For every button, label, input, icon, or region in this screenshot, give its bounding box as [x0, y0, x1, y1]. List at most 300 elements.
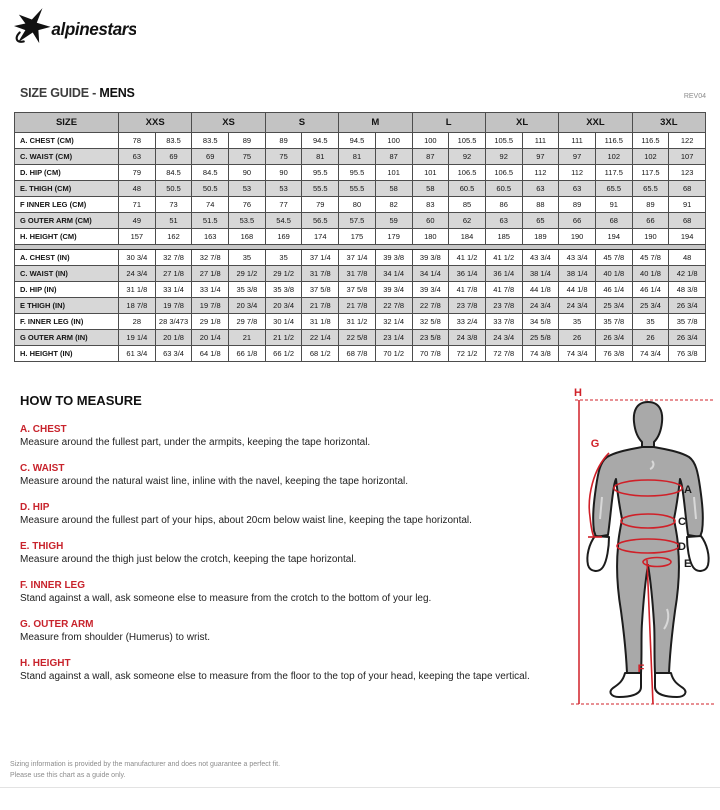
size-value: 26	[559, 330, 596, 346]
size-value: 22 7/8	[375, 298, 412, 314]
size-value: 90	[265, 165, 302, 181]
size-value: 32 7/8	[192, 250, 229, 266]
column-header-xxs: XXS	[119, 113, 192, 133]
size-value: 70 7/8	[412, 346, 449, 362]
size-value: 39 3/4	[412, 282, 449, 298]
size-value: 18 7/8	[119, 298, 156, 314]
size-value: 39 3/8	[412, 250, 449, 266]
measure-item-height	[20, 658, 560, 683]
title-row	[20, 86, 706, 100]
size-value: 25 5/8	[522, 330, 559, 346]
size-value: 66	[632, 213, 669, 229]
size-value: 84.5	[155, 165, 192, 181]
size-value: 175	[339, 229, 376, 245]
table-row-cm	[15, 197, 706, 213]
body-silhouette-diagram	[555, 385, 720, 715]
thigh-label: E	[684, 558, 692, 570]
size-value: 29 7/8	[229, 314, 266, 330]
size-value: 89	[632, 197, 669, 213]
size-value: 63	[559, 181, 596, 197]
size-value: 46 1/4	[632, 282, 669, 298]
size-value: 72 1/2	[449, 346, 486, 362]
row-label: E. THIGH (CM)	[15, 181, 119, 197]
size-value: 27 1/8	[192, 266, 229, 282]
size-value: 40 1/8	[595, 266, 632, 282]
size-value: 35	[632, 314, 669, 330]
size-value: 85	[449, 197, 486, 213]
measure-text: Stand against a wall, ask someone else to measure from the crotch to the bottom of your leg.	[20, 593, 432, 604]
left-hand	[587, 536, 609, 571]
alpinestars-star-icon	[14, 8, 51, 43]
size-value: 39 3/4	[375, 282, 412, 298]
size-value: 33 1/4	[155, 282, 192, 298]
size-value: 111	[559, 133, 596, 149]
size-value: 94.5	[302, 133, 339, 149]
measure-item-waist	[20, 463, 560, 488]
measure-item-thigh	[20, 541, 560, 566]
row-label: F. INNER LEG (IN)	[15, 314, 119, 330]
row-label: D. HIP (CM)	[15, 165, 119, 181]
size-value: 26 3/4	[669, 298, 706, 314]
size-value: 31 1/8	[119, 282, 156, 298]
disclaimer-line-1: Sizing information is provided by the manufacturer and does not guarantee a perfect fit.	[10, 761, 281, 768]
size-value: 75	[229, 149, 266, 165]
height-label: H	[574, 387, 582, 399]
outer-arm-label: G	[590, 438, 600, 450]
size-value: 42 1/8	[669, 266, 706, 282]
measure-heading: E. THIGH	[20, 541, 64, 552]
size-value: 33 2/4	[449, 314, 486, 330]
size-value: 71	[119, 197, 156, 213]
size-value: 53	[229, 181, 266, 197]
size-value: 29 1/2	[265, 266, 302, 282]
column-header-xs: XS	[192, 113, 265, 133]
size-value: 74 3/4	[559, 346, 596, 362]
measure-item-inner-leg	[20, 580, 560, 605]
column-header-m: M	[339, 113, 412, 133]
size-value: 100	[375, 133, 412, 149]
column-header-3xl: 3XL	[632, 113, 705, 133]
size-value: 116.5	[595, 133, 632, 149]
size-value: 20 3/4	[229, 298, 266, 314]
size-value: 60.5	[449, 181, 486, 197]
size-value: 36 1/4	[449, 266, 486, 282]
table-row-in	[15, 346, 706, 362]
size-value: 112	[559, 165, 596, 181]
size-value: 101	[375, 165, 412, 181]
size-value: 43 3/4	[522, 250, 559, 266]
hip-label: D	[678, 541, 686, 553]
size-value: 45 7/8	[595, 250, 632, 266]
size-value: 91	[595, 197, 632, 213]
size-value: 60	[412, 213, 449, 229]
size-value: 26 3/4	[595, 330, 632, 346]
size-value: 35 3/8	[265, 282, 302, 298]
size-value: 58	[412, 181, 449, 197]
size-value: 74	[192, 197, 229, 213]
size-value: 33 7/8	[485, 314, 522, 330]
size-value: 82	[375, 197, 412, 213]
size-value: 77	[265, 197, 302, 213]
size-value: 29 1/2	[229, 266, 266, 282]
row-label: F INNER LEG (CM)	[15, 197, 119, 213]
size-value: 23 7/8	[485, 298, 522, 314]
size-value: 38 1/4	[522, 266, 559, 282]
table-row-in	[15, 298, 706, 314]
column-header-xxl: XXL	[559, 113, 632, 133]
size-value: 26 3/4	[669, 330, 706, 346]
size-value: 51	[155, 213, 192, 229]
measure-heading: A. CHEST	[20, 424, 67, 435]
size-value: 37 1/4	[339, 250, 376, 266]
size-value: 70 1/2	[375, 346, 412, 362]
size-value: 168	[229, 229, 266, 245]
alpinestars-logo-graphic	[14, 7, 136, 45]
size-value: 123	[669, 165, 706, 181]
inner-leg-label: F	[637, 663, 645, 675]
size-value: 23 1/4	[375, 330, 412, 346]
column-header-xl: XL	[485, 113, 558, 133]
size-value: 35	[559, 314, 596, 330]
measure-heading: F. INNER LEG	[20, 580, 86, 591]
size-value: 122	[669, 133, 706, 149]
size-value: 35 7/8	[595, 314, 632, 330]
size-value: 24 3/8	[449, 330, 486, 346]
how-to-measure-title: HOW TO MEASURE	[20, 393, 142, 408]
logo-text: alpinestars	[51, 19, 136, 39]
size-value: 73	[155, 197, 192, 213]
size-value: 185	[485, 229, 522, 245]
table-row-in	[15, 266, 706, 282]
row-label: H. HEIGHT (IN)	[15, 346, 119, 362]
table-row-in	[15, 330, 706, 346]
size-value: 190	[632, 229, 669, 245]
size-value: 37 1/4	[302, 250, 339, 266]
size-value: 83.5	[155, 133, 192, 149]
size-value: 23 5/8	[412, 330, 449, 346]
size-value: 55.5	[302, 181, 339, 197]
table-row-in	[15, 250, 706, 266]
table-row-cm	[15, 181, 706, 197]
size-value: 60.5	[485, 181, 522, 197]
size-value: 63	[119, 149, 156, 165]
size-value: 35	[229, 250, 266, 266]
size-value: 189	[522, 229, 559, 245]
measure-text: Measure around the thigh just below the crotch, keeping the tape horizontal.	[20, 554, 357, 565]
size-value: 24 3/4	[522, 298, 559, 314]
size-value: 37 5/8	[339, 282, 376, 298]
revision-label: REV04	[683, 93, 706, 100]
size-value: 40 1/8	[632, 266, 669, 282]
size-value: 29 1/8	[192, 314, 229, 330]
row-label: C. WAIST (IN)	[15, 266, 119, 282]
size-value: 90	[229, 165, 266, 181]
page-title	[20, 86, 135, 100]
measure-text: Measure around the fullest part, under the armpits, keeping the tape horizontal.	[20, 437, 371, 448]
size-value: 50.5	[155, 181, 192, 197]
size-value: 68	[669, 213, 706, 229]
size-value: 83.5	[192, 133, 229, 149]
size-value: 117.5	[632, 165, 669, 181]
table-row-cm	[15, 213, 706, 229]
size-value: 45 7/8	[632, 250, 669, 266]
size-value: 68 1/2	[302, 346, 339, 362]
size-value: 74 3/4	[632, 346, 669, 362]
size-value: 32 5/8	[412, 314, 449, 330]
size-chart-table	[14, 112, 706, 362]
size-value: 20 1/8	[155, 330, 192, 346]
page-title-gender: MENS	[99, 86, 135, 100]
measure-text: Measure from shoulder (Humerus) to wrist.	[20, 632, 211, 643]
size-value: 53	[265, 181, 302, 197]
size-value: 50.5	[192, 181, 229, 197]
size-value: 31 1/8	[302, 314, 339, 330]
size-value: 92	[449, 149, 486, 165]
measure-text: Stand against a wall, ask someone else to measure from the floor to the top of your head, keeping the tape vertical.	[20, 671, 530, 682]
size-value: 66	[559, 213, 596, 229]
size-value: 76 3/8	[595, 346, 632, 362]
column-header-s: S	[265, 113, 338, 133]
size-value: 86	[485, 197, 522, 213]
size-value: 111	[522, 133, 559, 149]
size-value: 102	[632, 149, 669, 165]
table-row-in	[15, 314, 706, 330]
size-value: 44 1/8	[522, 282, 559, 298]
size-value: 23 7/8	[449, 298, 486, 314]
row-label: A. CHEST (IN)	[15, 250, 119, 266]
disclaimer-line-2: Please use this chart as a guide only.	[10, 772, 126, 780]
measure-heading: H. HEIGHT	[20, 658, 71, 669]
column-header-l: L	[412, 113, 485, 133]
size-value: 88	[522, 197, 559, 213]
size-value: 31 7/8	[302, 266, 339, 282]
size-value: 25 3/4	[632, 298, 669, 314]
column-header-size: SIZE	[15, 113, 119, 133]
size-value: 24 3/4	[119, 266, 156, 282]
size-value: 41 1/2	[449, 250, 486, 266]
measure-text: Measure around the natural waist line, inline with the navel, keeping the tape horizontal.	[20, 476, 409, 487]
size-value: 65.5	[632, 181, 669, 197]
size-value: 63 3/4	[155, 346, 192, 362]
size-value: 34 5/8	[522, 314, 559, 330]
size-value: 22 7/8	[412, 298, 449, 314]
size-value: 91	[669, 197, 706, 213]
size-value: 89	[265, 133, 302, 149]
measure-heading: G. OUTER ARM	[20, 619, 94, 630]
size-value: 46 1/4	[595, 282, 632, 298]
measure-item-chest	[20, 424, 560, 449]
size-value: 31 7/8	[339, 266, 376, 282]
size-value: 69	[155, 149, 192, 165]
size-value: 57.5	[339, 213, 376, 229]
page-title-prefix: SIZE GUIDE -	[20, 86, 100, 100]
size-value: 21 7/8	[339, 298, 376, 314]
size-value: 32 7/8	[155, 250, 192, 266]
measure-item-outer-arm	[20, 619, 560, 644]
size-value: 65	[522, 213, 559, 229]
size-value: 101	[412, 165, 449, 181]
size-value: 38 1/4	[559, 266, 596, 282]
size-value: 83	[412, 197, 449, 213]
table-row-in	[15, 282, 706, 298]
size-value: 64 1/8	[192, 346, 229, 362]
size-value: 97	[522, 149, 559, 165]
size-value: 24 3/4	[485, 330, 522, 346]
size-value: 92	[485, 149, 522, 165]
row-label: G OUTER ARM (IN)	[15, 330, 119, 346]
size-value: 68	[669, 181, 706, 197]
size-value: 30 3/4	[119, 250, 156, 266]
size-value: 35	[265, 250, 302, 266]
measure-heading: C. WAIST	[20, 463, 65, 474]
size-value: 19 7/8	[192, 298, 229, 314]
size-value: 75	[265, 149, 302, 165]
size-value: 157	[119, 229, 156, 245]
size-value: 68 7/8	[339, 346, 376, 362]
size-value: 19 7/8	[155, 298, 192, 314]
chest-label: A	[684, 484, 692, 496]
size-value: 41 7/8	[485, 282, 522, 298]
size-value: 54.5	[265, 213, 302, 229]
size-value: 95.5	[339, 165, 376, 181]
size-value: 84.5	[192, 165, 229, 181]
size-value: 105.5	[485, 133, 522, 149]
size-value: 35 3/8	[229, 282, 266, 298]
size-value: 37 5/8	[302, 282, 339, 298]
left-foot	[611, 673, 641, 697]
size-value: 169	[265, 229, 302, 245]
size-value: 39 3/8	[375, 250, 412, 266]
size-value: 89	[559, 197, 596, 213]
size-value: 59	[375, 213, 412, 229]
size-value: 87	[412, 149, 449, 165]
size-value: 30 1/4	[265, 314, 302, 330]
size-value: 107	[669, 149, 706, 165]
size-value: 66 1/2	[265, 346, 302, 362]
table-row-cm	[15, 149, 706, 165]
alpinestars-logo	[14, 7, 136, 50]
size-value: 95.5	[302, 165, 339, 181]
size-value: 21 7/8	[302, 298, 339, 314]
size-value: 49	[119, 213, 156, 229]
table-row-cm	[15, 133, 706, 149]
row-label: A. CHEST (CM)	[15, 133, 119, 149]
size-value: 48 3/8	[669, 282, 706, 298]
size-value: 100	[412, 133, 449, 149]
size-value: 33 1/4	[192, 282, 229, 298]
measure-heading: D. HIP	[20, 502, 50, 513]
size-value: 48	[119, 181, 156, 197]
size-value: 41 7/8	[449, 282, 486, 298]
size-value: 65.5	[595, 181, 632, 197]
size-value: 28	[119, 314, 156, 330]
row-label: G OUTER ARM (CM)	[15, 213, 119, 229]
size-value: 66 1/8	[229, 346, 266, 362]
size-value: 179	[375, 229, 412, 245]
size-value: 25 3/4	[595, 298, 632, 314]
size-value: 94.5	[339, 133, 376, 149]
size-value: 26	[632, 330, 669, 346]
size-value: 106.5	[449, 165, 486, 181]
table-row-cm	[15, 165, 706, 181]
size-value: 194	[595, 229, 632, 245]
size-value: 32 1/4	[375, 314, 412, 330]
measurement-figure	[555, 385, 720, 715]
size-value: 63	[522, 181, 559, 197]
size-value: 69	[192, 149, 229, 165]
size-value: 163	[192, 229, 229, 245]
size-value: 34 1/4	[375, 266, 412, 282]
row-label: D. HIP (IN)	[15, 282, 119, 298]
size-value: 190	[559, 229, 596, 245]
size-value: 78	[119, 133, 156, 149]
body-head	[634, 402, 662, 448]
size-value: 76	[229, 197, 266, 213]
body-silhouette	[587, 402, 708, 697]
size-value: 22 1/4	[302, 330, 339, 346]
disclaimer	[10, 760, 280, 782]
size-value: 22 5/8	[339, 330, 376, 346]
size-value: 68	[595, 213, 632, 229]
size-value: 51.5	[192, 213, 229, 229]
right-foot	[655, 673, 685, 697]
size-value: 43 3/4	[559, 250, 596, 266]
size-value: 27 1/8	[155, 266, 192, 282]
table-row-cm	[15, 229, 706, 245]
size-value: 35 7/8	[669, 314, 706, 330]
size-value: 41 1/2	[485, 250, 522, 266]
size-value: 53.5	[229, 213, 266, 229]
size-value: 97	[559, 149, 596, 165]
size-value: 20 1/4	[192, 330, 229, 346]
row-label: H. HEIGHT (CM)	[15, 229, 119, 245]
measure-item-hip	[20, 502, 560, 527]
size-value: 81	[339, 149, 376, 165]
size-value: 106.5	[485, 165, 522, 181]
size-value: 194	[669, 229, 706, 245]
waist-label: C	[678, 516, 686, 528]
size-value: 162	[155, 229, 192, 245]
size-value: 55.5	[339, 181, 376, 197]
size-value: 20 3/4	[265, 298, 302, 314]
size-value: 36 1/4	[485, 266, 522, 282]
size-value: 21	[229, 330, 266, 346]
size-value: 81	[302, 149, 339, 165]
size-value: 105.5	[449, 133, 486, 149]
size-value: 31 1/2	[339, 314, 376, 330]
size-value: 24 3/4	[559, 298, 596, 314]
size-value: 61 3/4	[119, 346, 156, 362]
size-value: 87	[375, 149, 412, 165]
size-value: 44 1/8	[559, 282, 596, 298]
size-value: 72 7/8	[485, 346, 522, 362]
size-value: 58	[375, 181, 412, 197]
how-to-measure-section	[20, 393, 560, 697]
row-label: E THIGH (IN)	[15, 298, 119, 314]
size-value: 184	[449, 229, 486, 245]
size-value: 79	[119, 165, 156, 181]
size-value: 21 1/2	[265, 330, 302, 346]
size-value: 76 3/8	[669, 346, 706, 362]
size-value: 34 1/4	[412, 266, 449, 282]
size-value: 62	[449, 213, 486, 229]
size-value: 79	[302, 197, 339, 213]
size-value: 117.5	[595, 165, 632, 181]
size-value: 116.5	[632, 133, 669, 149]
size-value: 48	[669, 250, 706, 266]
size-value: 74 3/8	[522, 346, 559, 362]
size-value: 63	[485, 213, 522, 229]
